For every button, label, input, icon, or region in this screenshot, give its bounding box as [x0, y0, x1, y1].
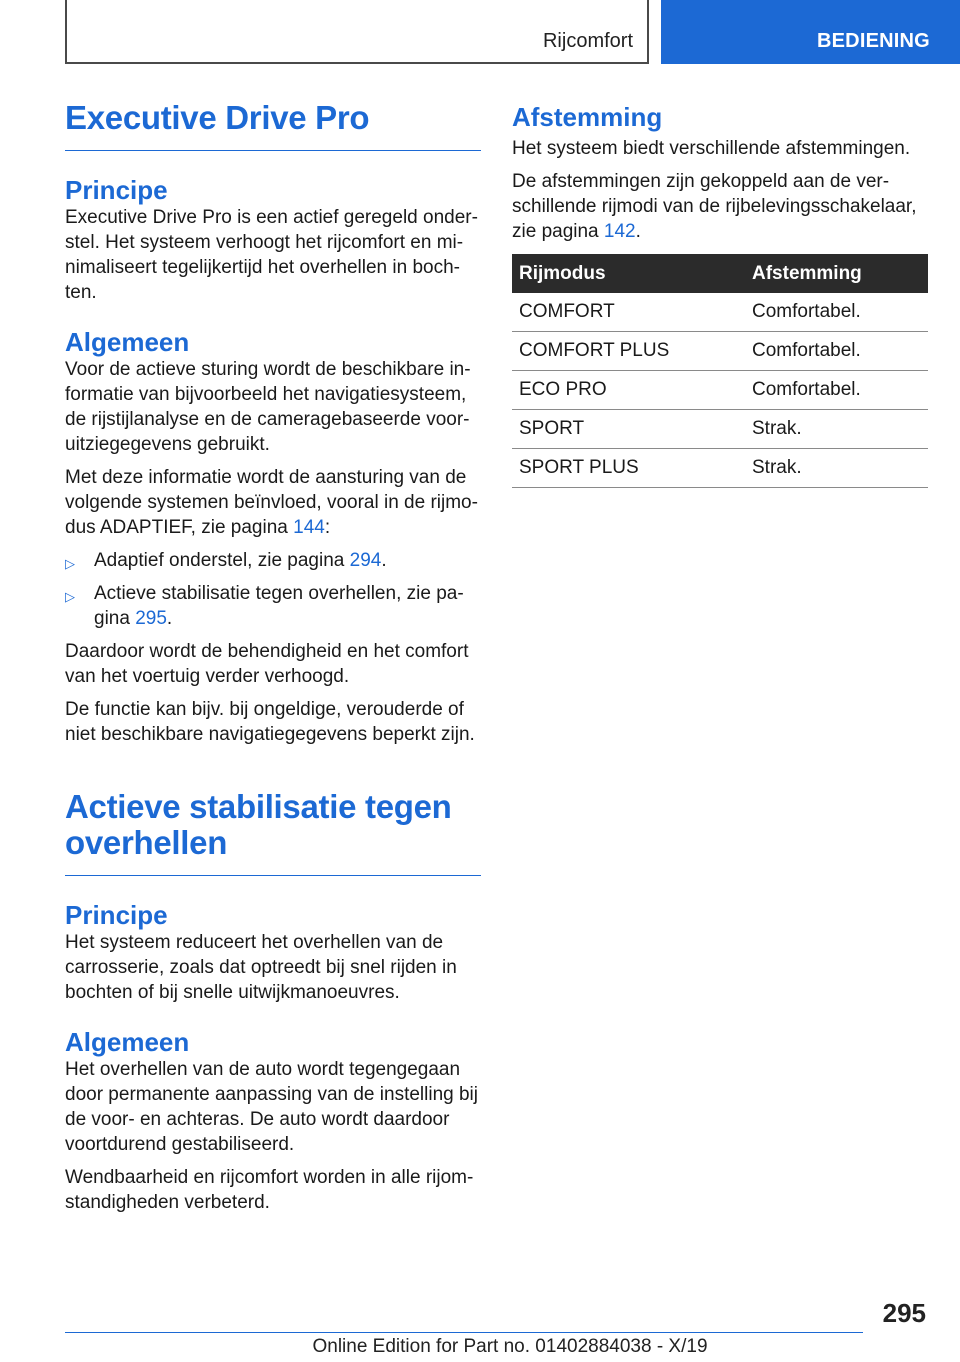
- page-link-294[interactable]: 294: [349, 550, 382, 571]
- paragraph-afstemming-link: [512, 169, 928, 244]
- table-cell: SPORT PLUS: [512, 449, 745, 488]
- heading-algemeen: Algemeen: [65, 1027, 190, 1057]
- table-row: [512, 293, 928, 332]
- left-column: [65, 100, 481, 1215]
- paragraph-principe: Het systeem reduceert het overhellen van de carrosserie, zoals dat optreedt bij snel rijden in bochten of bij snelle uitwijkmanoeuvres.: [65, 932, 457, 1003]
- heading-executive-drive-pro: Executive Drive Pro: [65, 100, 481, 151]
- paragraph-algemeen: Het overhellen van de auto wordt tegengegaan door permanente aanpassing van de instelling bij de voor- en achteras. De auto wordt daardoor voortdurend gestabiliseerd.: [65, 1059, 478, 1155]
- paragraph-algemeen: Voor de actieve sturing wordt de beschikbare in-formatie van bijvoorbeeld het navigatiesysteem, de rijstijlanalyse en de cameragebaseerde voor-uitziegegevens gebruikt.: [65, 359, 471, 455]
- column-header: Rijmodus: [512, 254, 745, 293]
- section-title: Rijcomfort: [542, 30, 633, 52]
- table-row: [512, 449, 928, 488]
- list-item: [65, 548, 481, 573]
- paragraph-afstemming: Het systeem biedt verschillende afstemmingen.: [512, 138, 911, 159]
- right-column: [512, 100, 928, 488]
- header-frame: [65, 0, 649, 64]
- triangle-bullet-icon: ▷: [65, 556, 75, 571]
- table-row: [512, 371, 928, 410]
- paragraph-comfort: Daardoor wordt de behendigheid en het comfort van het voertuig verder verhoogd.: [65, 641, 469, 687]
- table-row: [512, 410, 928, 449]
- text: Actieve stabilisatie tegen overhellen, zie pa-gina: [94, 583, 464, 629]
- text: .: [381, 550, 387, 571]
- page-link-142[interactable]: 142: [603, 221, 636, 242]
- afstemming-table: [512, 254, 928, 488]
- text: De afstemmingen zijn gekoppeld aan de ver-schillende rijmodi van de rijbelevingsschakelaar, zie pagina: [512, 171, 917, 242]
- text: :: [324, 517, 331, 538]
- heading-principe: Principe: [65, 900, 168, 930]
- page-link-144[interactable]: 144: [293, 517, 325, 538]
- text: .: [166, 608, 173, 629]
- heading-principe: Principe: [65, 175, 168, 205]
- heading-line: overhellen: [65, 824, 228, 861]
- table-cell: Strak.: [745, 410, 928, 449]
- table-cell: Strak.: [745, 449, 928, 488]
- table-cell: SPORT: [512, 410, 745, 449]
- chapter-tab[interactable]: BEDIENING: [661, 0, 960, 64]
- triangle-bullet-icon: ▷: [65, 589, 75, 604]
- heading-algemeen: Algemeen: [65, 327, 190, 357]
- column-header: Afstemming: [745, 254, 928, 293]
- heading-afstemming: Afstemming: [512, 102, 663, 132]
- text: Met deze informatie wordt de aansturing van de volgende systemen beïnvloed, vooral in de rijmo-dus ADAPTIEF, zie pagina: [65, 467, 478, 538]
- table-row: [512, 332, 928, 371]
- table-cell: Comfortabel.: [745, 293, 928, 332]
- list-item: [65, 581, 481, 631]
- paragraph-algemeen-systems: [65, 465, 481, 540]
- table-cell: ECO PRO: [512, 371, 745, 410]
- footer-edition: Online Edition for Part no. 01402884038 - X/19: [312, 1336, 708, 1357]
- paragraph-limitation: De functie kan bijv. bij ongeldige, verouderde of niet beschikbare navigatiegegevens beperkt zijn.: [65, 699, 475, 745]
- page-number: 295: [882, 1298, 926, 1328]
- paragraph-principe: Executive Drive Pro is een actief geregeld onder-stel. Het systeem verhoogt het rijcomfort en mi-nimaliseert tegelijkertijd het overhellen in boch-ten.: [65, 207, 478, 303]
- text: Adaptief onderstel, zie pagina: [94, 550, 350, 571]
- paragraph-wendbaarheid: Wendbaarheid en rijcomfort worden in alle rijom-standigheden verbeterd.: [65, 1167, 474, 1213]
- page-link-295[interactable]: 295: [135, 608, 167, 629]
- table-header-row: [512, 254, 928, 293]
- table-cell: Comfortabel.: [745, 371, 928, 410]
- text: .: [635, 221, 641, 242]
- footer-divider: [65, 1332, 863, 1333]
- table-cell: COMFORT: [512, 293, 745, 332]
- table-cell: COMFORT PLUS: [512, 332, 745, 371]
- heading-line: Actieve stabilisatie tegen: [65, 788, 452, 825]
- heading-actieve-stabilisatie: [65, 789, 481, 876]
- table-cell: Comfortabel.: [745, 332, 928, 371]
